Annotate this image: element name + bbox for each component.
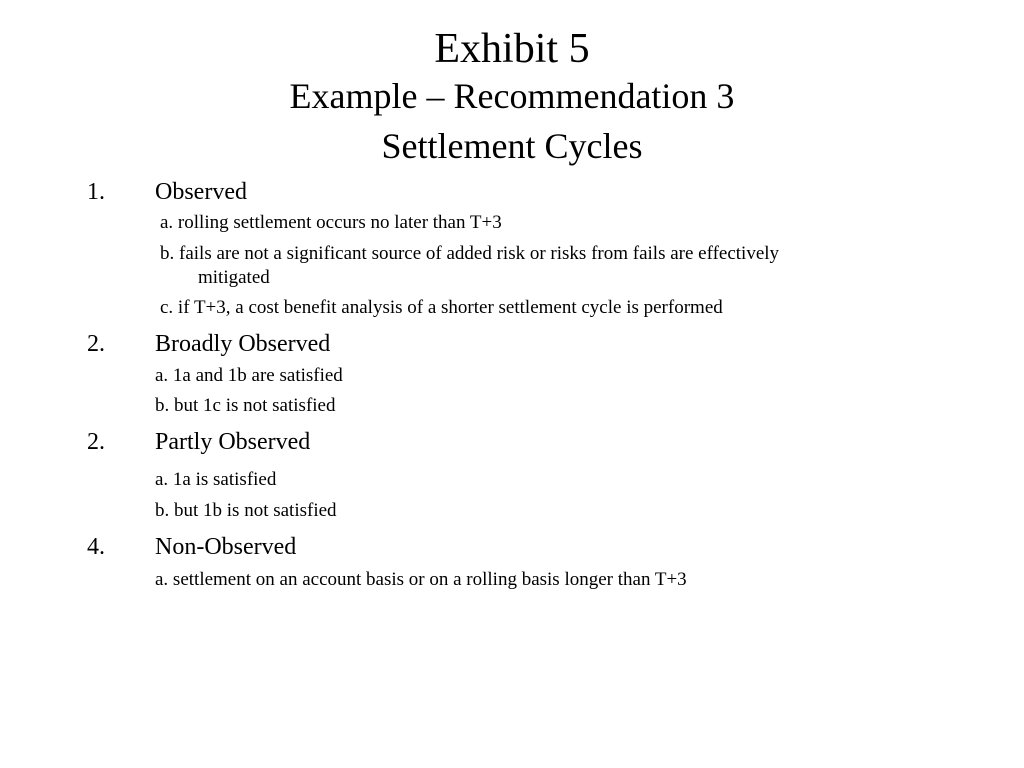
sub-item-continuation: mitigated	[198, 267, 270, 288]
sub-item: a. rolling settlement occurs no later than T+3	[160, 212, 502, 233]
slide-subtitle-settlement: Settlement Cycles	[381, 126, 643, 166]
list-item-number: 2.	[87, 429, 105, 455]
list-item-number: 2.	[87, 331, 105, 357]
list-item-number: 1.	[87, 179, 105, 205]
slide-title: Exhibit 5	[434, 26, 590, 72]
sub-item: a. 1a and 1b are satisfied	[155, 365, 343, 386]
list-item-broadly-observed	[87, 330, 330, 358]
sub-item: b. but 1c is not satisfied	[155, 395, 336, 416]
sub-item: a. settlement on an account basis or on a rolling basis longer than T+3	[155, 569, 687, 590]
list-item-partly-observed	[87, 428, 310, 456]
list-item-non-observed	[87, 533, 296, 561]
sub-item: b. but 1b is not satisfied	[155, 500, 337, 521]
list-item-number: 4.	[87, 534, 105, 560]
sub-item: a. 1a is satisfied	[155, 469, 277, 490]
list-item-label: Partly Observed	[155, 429, 311, 455]
slide-subtitle-recommendation: Example – Recommendation 3	[289, 76, 735, 116]
list-item-label: Broadly Observed	[155, 331, 331, 357]
sub-item: b. fails are not a significant source of added risk or risks from fails are effectively	[160, 243, 780, 264]
sub-item: c. if T+3, a cost benefit analysis of a shorter settlement cycle is performed	[160, 297, 723, 318]
list-item-label: Observed	[155, 179, 247, 205]
list-item-label: Non-Observed	[155, 534, 297, 560]
list-item-observed	[87, 178, 247, 206]
